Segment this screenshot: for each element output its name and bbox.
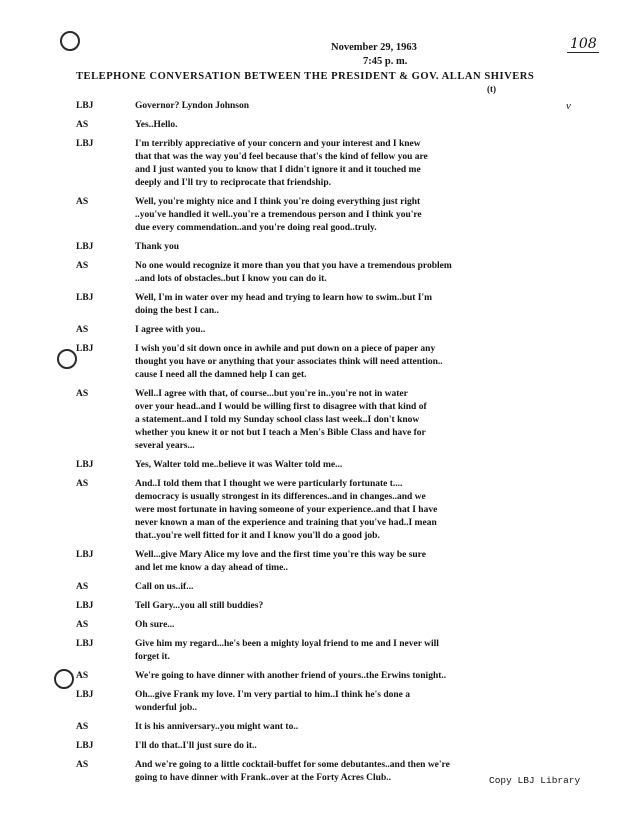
transcript-entry — [0, 689, 638, 715]
utterance-text — [135, 196, 623, 235]
utterance-line: ..and lots of obstacles..but I know you can do it. — [135, 274, 327, 284]
utterance-text — [135, 600, 623, 613]
transcript-entry — [0, 478, 638, 543]
speaker-label: AS — [76, 261, 89, 271]
transcript-entry — [0, 196, 638, 235]
utterance-line: No one would recognize it more than you that you have a tremendous problem — [135, 261, 452, 271]
utterance-line: that..you're well fitted for it and I know you'll do a good job. — [135, 531, 380, 541]
transcript-entry — [0, 292, 638, 318]
utterance-line: and I just wanted you to know that I didn't ignore it and it touched me — [135, 165, 421, 175]
speaker-label: AS — [76, 120, 89, 130]
utterance-line: And we're going to a little cocktail-buffet for some debutantes..and then we're — [135, 760, 450, 770]
utterance-text — [135, 119, 623, 132]
title-note: (t) — [487, 84, 496, 94]
transcript-entry — [0, 638, 638, 664]
utterance-line: I agree with you.. — [135, 325, 206, 335]
speaker-label: LBJ — [76, 293, 94, 303]
utterance-line: Governor? Lyndon Johnson — [135, 101, 250, 111]
utterance-line: Call on us..if... — [135, 582, 194, 592]
speaker-label: AS — [76, 582, 89, 592]
utterance-text — [135, 478, 623, 543]
page-number: 108 — [570, 36, 597, 52]
utterance-line: Well...give Mary Alice my love and the first time you're this way be sure — [135, 550, 426, 560]
utterance-line: going to have dinner with Frank..over at the Forty Acres Club.. — [135, 773, 391, 783]
transcript-entry — [0, 324, 638, 337]
utterance-line: Oh...give Frank my love. I'm very partial to him..I think he's done a — [135, 690, 410, 700]
utterance-text — [135, 721, 623, 734]
speaker-label: LBJ — [76, 550, 94, 560]
utterance-line: and let me know a day ahead of time.. — [135, 563, 289, 573]
utterance-text — [135, 388, 623, 453]
utterance-line: were most fortunate in having someone of your experience..and that I have — [135, 505, 438, 515]
utterance-text — [135, 581, 623, 594]
transcript-entry — [0, 241, 638, 254]
speaker-label: LBJ — [76, 741, 94, 751]
utterance-text — [135, 138, 623, 190]
utterance-line: whether you knew it or not but I teach a Men's Bible Class and have for — [135, 428, 426, 438]
document-time: 7:45 p. m. — [363, 56, 408, 67]
transcript-entry — [0, 260, 638, 286]
speaker-label: AS — [76, 760, 89, 770]
utterance-line: a statement..and I told my Sunday school class last week..I don't know — [135, 415, 420, 425]
utterance-text — [135, 100, 623, 113]
utterance-line: Well..I agree with that, of course...but you're in..you're not in water — [135, 389, 408, 399]
utterance-text — [135, 549, 623, 575]
speaker-label: AS — [76, 620, 89, 630]
speaker-label: LBJ — [76, 139, 94, 149]
utterance-line: that that was the way you'd feel because that's the kind of fellow you are — [135, 152, 428, 162]
utterance-text — [135, 740, 623, 753]
utterance-line: I'm terribly appreciative of your concern and your interest and I knew — [135, 139, 421, 149]
utterance-line: Well, you're mighty nice and I think you're doing everything just right — [135, 197, 421, 207]
speaker-label: LBJ — [76, 601, 94, 611]
utterance-line: never known a man of the experience and training that you've had..I mean — [135, 518, 437, 528]
utterance-text — [135, 459, 623, 472]
transcript-entry — [0, 619, 638, 632]
transcript-entry — [0, 549, 638, 575]
utterance-line: over your head..and I would be willing first to disagree with that kind of — [135, 402, 427, 412]
check-mark: v — [566, 100, 571, 112]
speaker-label: AS — [76, 325, 89, 335]
speaker-label: LBJ — [76, 242, 94, 252]
utterance-line: Give him my regard...he's been a mighty loyal friend to me and I never will — [135, 639, 439, 649]
speaker-label: LBJ — [76, 460, 94, 470]
utterance-line: Yes, Walter told me..believe it was Walter told me... — [135, 460, 343, 470]
transcript-entry — [0, 670, 638, 683]
utterance-text — [135, 638, 623, 664]
transcript-entry — [0, 388, 638, 453]
speaker-label: LBJ — [76, 639, 94, 649]
utterance-line: cause I need all the damned help I can get. — [135, 370, 307, 380]
transcript-entry — [0, 581, 638, 594]
utterance-text — [135, 260, 623, 286]
utterance-line: I wish you'd sit down once in awhile and put down on a piece of paper any — [135, 344, 436, 354]
transcript-entry — [0, 600, 638, 613]
punch-hole-top — [60, 31, 80, 51]
transcript-entry — [0, 721, 638, 734]
transcript-entry — [0, 740, 638, 753]
utterance-line: It is his anniversary..you might want to.. — [135, 722, 299, 732]
utterance-line: forget it. — [135, 652, 170, 662]
transcript — [0, 100, 638, 791]
utterance-line: wonderful job.. — [135, 703, 198, 713]
speaker-label: LBJ — [76, 101, 94, 111]
library-credit: Copy LBJ Library — [489, 775, 581, 786]
speaker-label: LBJ — [76, 344, 94, 354]
transcript-entry — [0, 343, 638, 382]
utterance-text — [135, 324, 623, 337]
speaker-label: AS — [76, 722, 89, 732]
speaker-label: LBJ — [76, 690, 94, 700]
utterance-line: democracy is usually strongest in its differences..and in changes..and we — [135, 492, 426, 502]
utterance-line: Tell Gary...you all still buddies? — [135, 601, 264, 611]
utterance-text — [135, 619, 623, 632]
utterance-line: ..you've handled it well..you're a tremendous person and I think you're — [135, 210, 422, 220]
utterance-line: deeply and I'll try to reciprocate that friendship. — [135, 178, 331, 188]
utterance-text — [135, 670, 623, 683]
speaker-label: AS — [76, 389, 89, 399]
speaker-label: AS — [76, 671, 89, 681]
speaker-label: AS — [76, 197, 89, 207]
utterance-line: We're going to have dinner with another friend of yours..the Erwins tonight.. — [135, 671, 447, 681]
transcript-entry — [0, 100, 638, 113]
utterance-line: Oh sure... — [135, 620, 175, 630]
document-date: November 29, 1963 — [331, 42, 417, 53]
utterance-line: And..I told them that I thought we were particularly fortunate t.... — [135, 479, 403, 489]
transcript-entry — [0, 459, 638, 472]
utterance-line: Well, I'm in water over my head and trying to learn how to swim..but I'm — [135, 293, 433, 303]
utterance-text — [135, 292, 623, 318]
utterance-line: Thank you — [135, 242, 180, 252]
utterance-line: I'll do that..I'll just sure do it.. — [135, 741, 257, 751]
utterance-line: doing the best I can.. — [135, 306, 219, 316]
utterance-text — [135, 689, 623, 715]
transcript-entry — [0, 119, 638, 132]
utterance-text — [135, 241, 623, 254]
utterance-line: several years... — [135, 441, 195, 451]
transcript-entry — [0, 138, 638, 190]
utterance-line: Yes..Hello. — [135, 120, 178, 130]
utterance-line: due every commendation..and you're doing real good..truly. — [135, 223, 377, 233]
utterance-text — [135, 343, 623, 382]
document-title: TELEPHONE CONVERSATION BETWEEN THE PRESIDENT & GOV. ALLAN SHIVERS — [76, 71, 535, 82]
utterance-line: thought you have or anything that your associates think will need attention.. — [135, 357, 443, 367]
speaker-label: AS — [76, 479, 89, 489]
